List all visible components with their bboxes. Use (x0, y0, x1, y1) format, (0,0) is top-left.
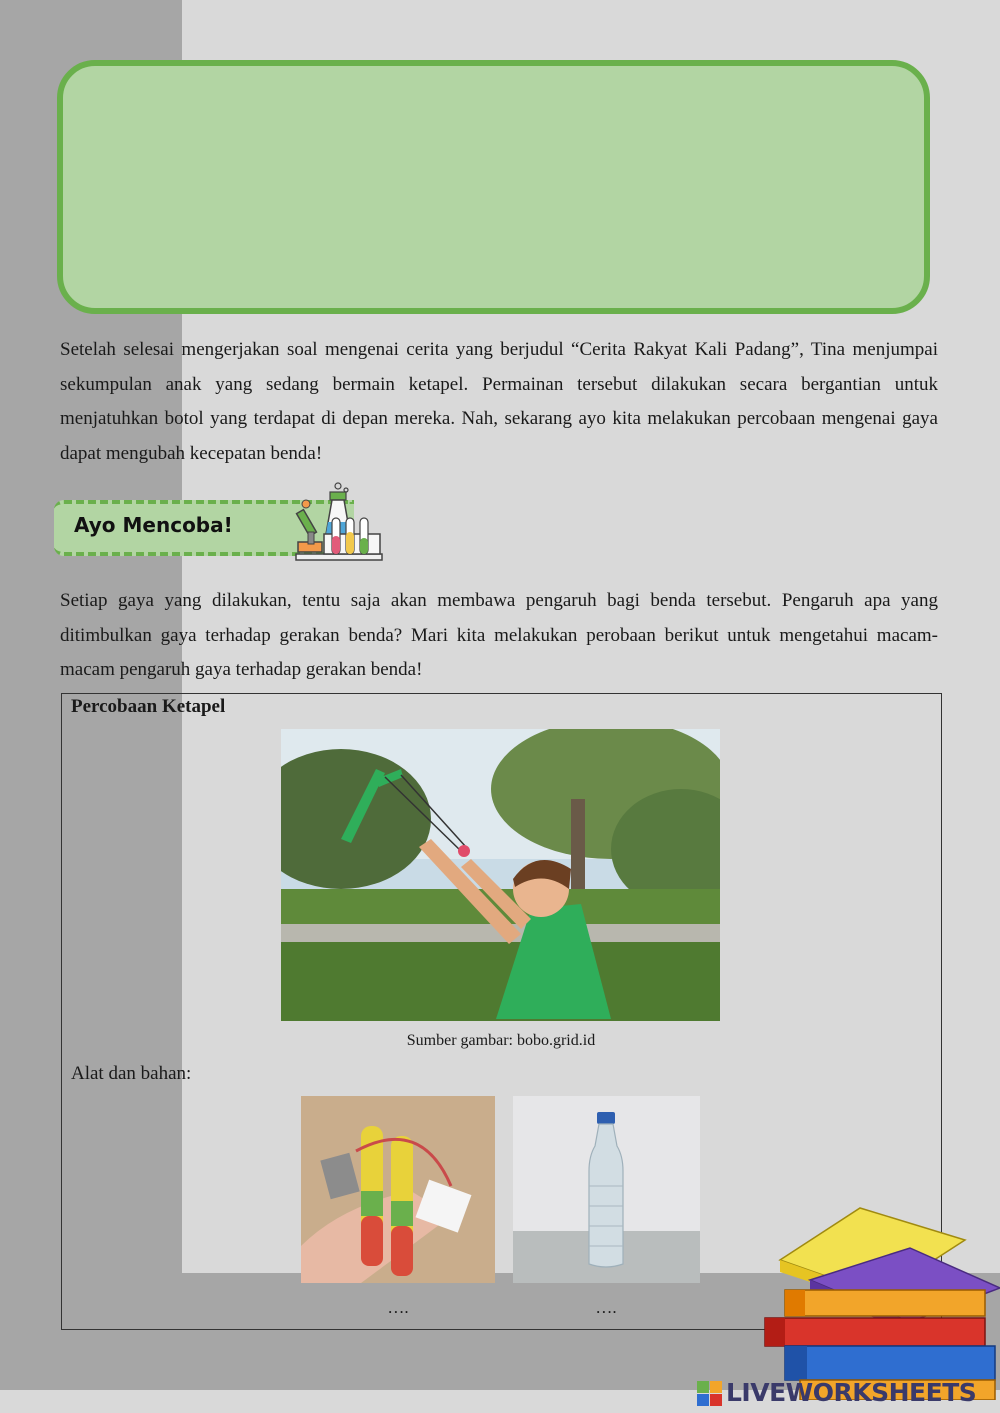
lab-equipment-icon (294, 482, 384, 562)
liveworksheets-brand-text[interactable]: LIVEWORKSHEETS (726, 1378, 977, 1407)
image-caption: Sumber gambar: bobo.grid.id (406, 1032, 596, 1049)
materials-label: Alat dan bahan: (71, 1063, 192, 1084)
experiment-title: Percobaan Ketapel (71, 696, 226, 717)
explanation-paragraph: Setiap gaya yang dilakukan, tentu saja akan membawa pengaruh bagi benda tersebut. Pengaruh apa yang ditimbulkan gaya terhadap gerakan benda? Mari kita melakukan perobaan berikut untuk mengetahui macam-macam pengaruh gaya terhadap gerakan benda! (60, 590, 938, 680)
intro-paragraph: Setelah selesai mengerjakan soal mengenai cerita yang berjudul “Cerita Rakyat Kali Padang”, Tina menjumpai sekumpulan anak yang sedang bermain ketapel. Permainan tersebut dilakukan secara bergantian untuk menjatuhkan botol yang terdapat di depan mereka. Nah, sekarang ayo kita melakukan percobaan mengenai gaya dapat mengubah kecepatan benda! (60, 339, 938, 464)
section-title: Ayo Mencoba! (74, 513, 233, 537)
section-banner (54, 498, 384, 562)
title-box (57, 60, 930, 314)
slingshot-boy-photo (281, 729, 720, 1021)
liveworksheets-logo-icon (697, 1381, 723, 1407)
handmade-slingshot-photo (301, 1096, 495, 1283)
bottle-answer-blank: …. (595, 1298, 617, 1317)
plastic-bottle-photo (513, 1096, 700, 1283)
books-stack-illustration (760, 1200, 1000, 1400)
slingshot-answer-blank: …. (387, 1298, 409, 1317)
